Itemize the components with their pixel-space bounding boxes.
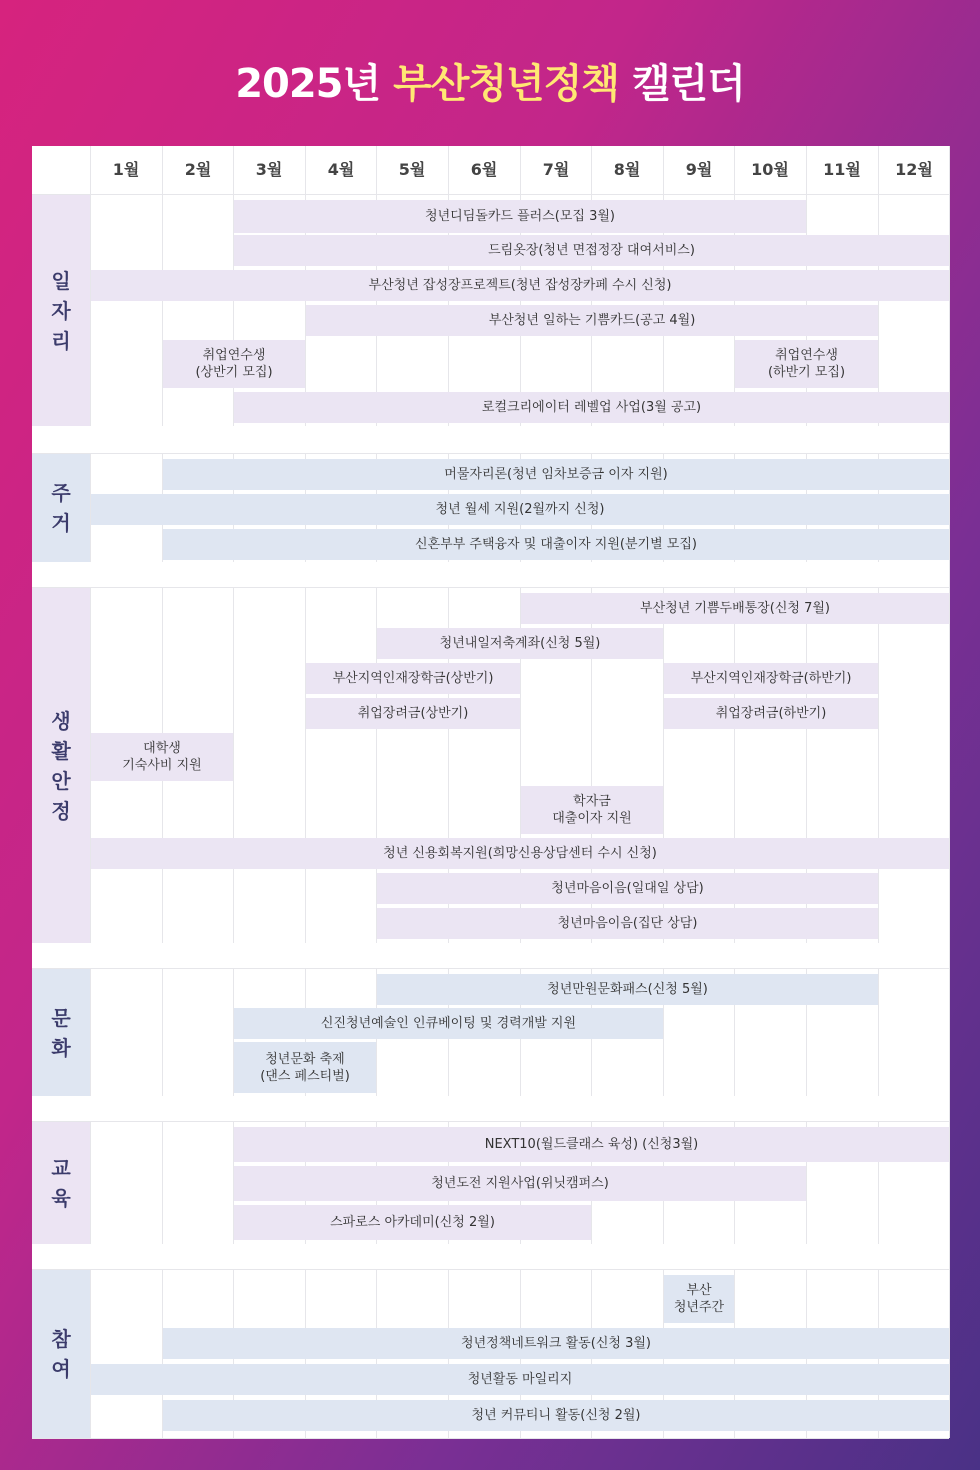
- section-divider: [32, 1269, 949, 1270]
- policy-bar[interactable]: 신혼부부 주택융자 및 대출이자 지원(분기별 모집): [163, 529, 949, 560]
- policy-bar[interactable]: 드림옷장(청년 면접정장 대여서비스): [234, 235, 949, 266]
- month-header: 5월: [398, 160, 426, 179]
- grid-line: [949, 146, 950, 1438]
- month-header: 11월: [823, 160, 861, 179]
- policy-bar[interactable]: 취업장려금(상반기): [306, 698, 520, 729]
- section-divider: [32, 587, 949, 588]
- category-char: 문: [51, 1005, 71, 1030]
- section-gap: [32, 943, 949, 969]
- policy-bar[interactable]: 부산청년 잡성장프로젝트(청년 잡성장카페 수시 신청): [91, 270, 949, 301]
- month-header: 4월: [327, 160, 355, 179]
- category-char: 거: [51, 511, 71, 535]
- month-header: 10월: [751, 160, 789, 179]
- policy-bar[interactable]: 청년활동 마일리지: [91, 1364, 949, 1395]
- section-gap: [32, 426, 949, 454]
- category-home: [32, 454, 90, 562]
- category-char: 정: [51, 798, 71, 823]
- policy-bar[interactable]: 대학생 기숙사비 지원: [91, 733, 233, 781]
- policy-bar[interactable]: 스파로스 아카데미(신청 2월): [234, 1205, 591, 1240]
- title-year: 2025년: [235, 61, 381, 107]
- category-char: 일: [51, 268, 71, 293]
- category-char: 참: [51, 1327, 71, 1351]
- category-char: 화: [51, 1035, 71, 1060]
- title-highlight: 부산청년정책: [393, 61, 619, 107]
- policy-bar[interactable]: 부산지역인재장학금(상반기): [306, 663, 520, 694]
- category-char: 교: [51, 1156, 71, 1180]
- policy-bar[interactable]: 청년도전 지원사업(위닛캠퍼스): [234, 1166, 806, 1201]
- section-divider: [32, 1438, 949, 1439]
- category-char: 활: [51, 738, 71, 763]
- section-divider: [32, 968, 949, 969]
- month-header: 3월: [255, 160, 283, 179]
- month-header: 1월: [112, 160, 140, 179]
- category-life: [32, 588, 90, 943]
- policy-bar[interactable]: 청년문화 축제 (댄스 페스티벌): [234, 1042, 376, 1093]
- policy-bar[interactable]: 청년 커뮤티니 활동(신청 2월): [163, 1400, 949, 1431]
- policy-bar[interactable]: 로컬크리에이터 레벨업 사업(3월 공고): [234, 392, 949, 423]
- policy-bar[interactable]: 부산지역인재장학금(하반기): [664, 663, 878, 694]
- page-title: [0, 52, 980, 109]
- policy-bar[interactable]: 부산 청년주간: [664, 1275, 734, 1323]
- policy-bar[interactable]: 취업연수생 (상반기 모집): [163, 340, 305, 388]
- section-gap: [32, 562, 949, 588]
- category-cult: [32, 969, 90, 1096]
- policy-bar[interactable]: 청년마음이음(일대일 상담): [377, 873, 878, 904]
- policy-bar[interactable]: 취업장려금(하반기): [664, 698, 878, 729]
- section-divider: [32, 194, 949, 195]
- category-char: 주: [51, 481, 71, 505]
- section-divider: [32, 1121, 949, 1122]
- policy-bar[interactable]: 청년마음이음(집단 상담): [377, 908, 878, 939]
- category-part: [32, 1270, 90, 1438]
- category-job: [32, 195, 90, 426]
- policy-bar[interactable]: 청년내일저축계좌(신청 5월): [377, 628, 663, 659]
- section-divider: [32, 453, 949, 454]
- month-header: 2월: [184, 160, 212, 179]
- category-char: 여: [51, 1357, 71, 1381]
- policy-bar[interactable]: 취업연수생 (하반기 모집): [735, 340, 878, 388]
- policy-bar[interactable]: 청년만원문화패스(신청 5월): [377, 974, 878, 1005]
- month-header: 6월: [470, 160, 498, 179]
- category-char: 리: [51, 328, 71, 353]
- month-header: 9월: [685, 160, 713, 179]
- month-header: 8월: [613, 160, 641, 179]
- policy-bar[interactable]: 청년정책네트워크 활동(신청 3월): [163, 1328, 949, 1359]
- calendar-board: [32, 146, 949, 1438]
- category-char: 자: [51, 298, 71, 323]
- section-gap: [32, 1244, 949, 1270]
- section-gap: [32, 1096, 949, 1122]
- policy-bar[interactable]: 학자금 대출이자 지원: [521, 786, 663, 834]
- policy-bar[interactable]: 머물자리론(청년 임차보증금 이자 지원): [163, 459, 949, 490]
- month-header: 7월: [542, 160, 570, 179]
- policy-bar[interactable]: 부산청년 기쁨두배통장(신청 7월): [521, 593, 949, 624]
- policy-bar[interactable]: 청년 신용회복지원(희망신용상담센터 수시 신청): [91, 838, 949, 869]
- policy-bar[interactable]: 부산청년 일하는 기쁨카드(공고 4월): [306, 305, 878, 336]
- policy-bar[interactable]: 청년디딤돌카드 플러스(모집 3월): [234, 200, 806, 233]
- policy-bar[interactable]: NEXT10(월드클래스 육성) (신청3월): [234, 1127, 949, 1162]
- category-char: 안: [51, 768, 71, 793]
- category-char: 육: [51, 1186, 71, 1210]
- title-suffix: 캘린더: [631, 61, 745, 107]
- category-char: 생: [51, 708, 71, 733]
- policy-bar[interactable]: 신진청년예술인 인큐베이팅 및 경력개발 지원: [234, 1008, 663, 1039]
- policy-bar[interactable]: 청년 월세 지원(2월까지 신청): [91, 494, 949, 525]
- month-header: 12월: [895, 160, 933, 179]
- category-edu: [32, 1122, 90, 1244]
